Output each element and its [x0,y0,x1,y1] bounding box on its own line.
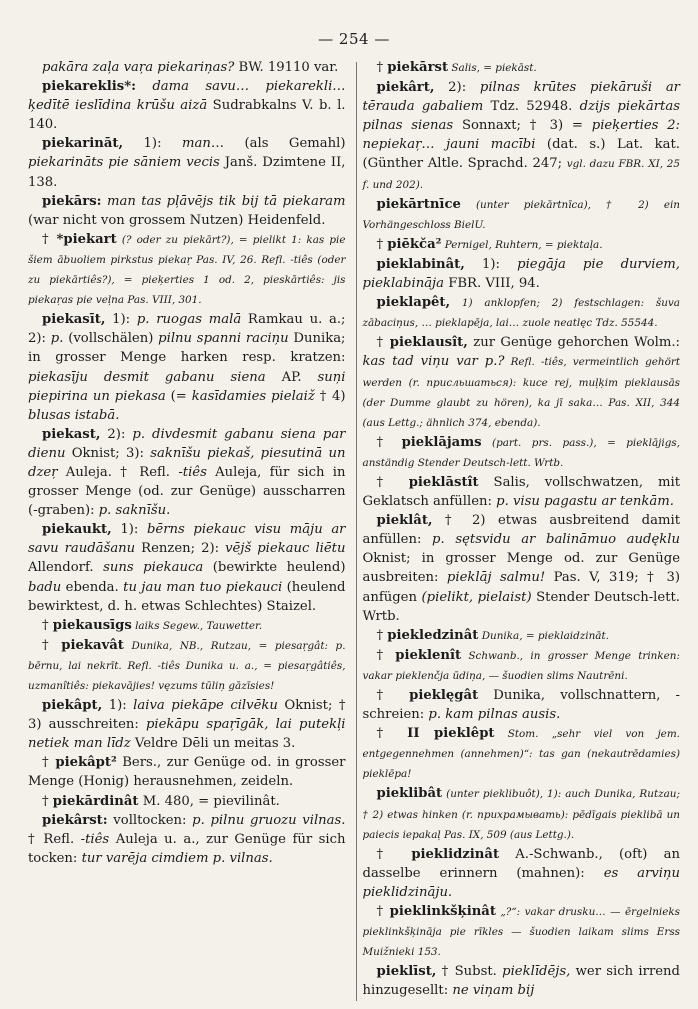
dictionary-entry [363,784,681,844]
entry-text: p. saknīšu. [98,503,171,519]
dictionary-entry [28,792,346,811]
dictionary-entry [28,310,346,425]
entry-text: dama savu… piekarekli… ķedītē ieslīdina krūšu aizā [28,79,346,114]
entry-text: † Subst. [436,964,503,980]
entry-text: † [42,637,62,653]
dictionary-entry [28,753,346,791]
entry-text: † [376,647,396,663]
dictionary-entry [363,511,681,626]
page-number: — 254 — [318,30,390,48]
entry-text: tu jau man tuo piekauci [123,579,283,595]
entry-text: zur Genüge gehorchen Wolm.: [467,335,680,351]
headword: piekârt, [376,80,435,96]
entry-text: Dunika, vollschnattern, -schreien: [362,688,680,723]
dictionary-entry [28,192,346,230]
dictionary-entry [363,433,681,473]
dictionary-entry [363,58,681,78]
entry-text: (part. prs. pass.), = pieklājigs, anständig Stender Deutsch-lett. Wrtb. [362,436,680,469]
entry-text: p. sętsvidu ar balināmuo audęklu [432,532,680,548]
entry-text: A.-Schwanb., (oft) an dasselbe erinnern (mahnen): [362,846,680,881]
entry-text: pieklīdējs, [502,964,571,980]
dictionary-entry [363,255,681,293]
headword: piekārs: [42,193,102,209]
headword: piekâpt, [42,698,103,714]
headword: piekaukt, [42,522,112,538]
entry-text: BW. 19110 var. [234,60,339,75]
entry-text: Oknist; † 3) ausschreiten: [28,698,346,733]
entry-text: † [376,335,390,351]
entry-text: -tiês [178,464,207,480]
entry-text: Dunika, NB., Rutzau, = piesaŗgât: p. bērnu, lai nekrīt. Refl. -tiês Dunika u. a., = piesaŗgâtiês, uzmanîtiês: piekavājies! vęzums tūliņ gāzīsies! [28,639,346,692]
entry-text: Oknist; 3): [65,445,151,461]
entry-text: piekarināts pie sāniem vecis [28,155,220,171]
entry-text: (dat. s.) Lat. kat. (Günther Altle. Sprachd. 247; [362,137,680,172]
headword: pieklât, [376,513,433,529]
dictionary-entry [363,195,681,235]
entry-text: Veldre Dēli un meitas 3. [130,736,296,752]
headword: piekārtnīce [376,196,461,212]
headword: piekarināt, [42,136,124,152]
entry-text: (unter pieklibuôt), 1): auch Dunika, Rutzau; † 2) etwas hinken (r. прихрамывать): pēdīgais pieklibā un paiecis iepakaļ Pas. IX, 509 (aus Lettg.). [362,788,680,841]
entry-text: Auleja u. a., zur Genüge für sich tocken: [28,831,346,866]
entry-text: † 2) etwas ausbreitend damit anfüllen: [362,513,680,548]
entry-text: † [376,726,408,742]
entry-text: Pernigel, Ruhtern, = piektaļa. [441,238,603,251]
entry-text: † [376,236,388,252]
entry-text: † [376,904,390,920]
headword: pieklājams [401,434,482,450]
entry-text: Renzen; 2): [135,541,226,557]
entry-text: man [181,136,211,152]
headword: piekast, [42,426,101,442]
entry-text: 1): [105,312,137,328]
entry-text: tur varēja cimdiem p. vilnas. [81,850,273,866]
entry-text: Salis, = piekāst. [448,62,537,74]
headword: *piekart [56,231,117,247]
headword: piekledzinât [387,627,479,643]
entry-text: Ramkau u. a.; 2): [28,312,346,347]
entry-text: Dunika; in grosser Menge harken resp. kratzen: [28,331,346,366]
entry-text: Salis, vollschwatzen, mit Geklatsch anfüllen: [362,474,680,510]
headword: piekārst [387,60,449,75]
headword: pieklenît [395,647,462,663]
entry-text: † [42,755,56,771]
dictionary-entry [28,636,346,696]
entry-text: pilnas krūtes piekāruši ar tērauda gabaliem [362,80,680,115]
entry-text: (war nicht von grossem Nutzen) Heidenfeld. [28,212,326,228]
entry-text: … (als Gemahl) [210,136,346,152]
headword: pieklinkšķinât [389,904,496,920]
headword: pieklapêt, [376,295,451,311]
entry-text: pieklāj salmu! [446,570,546,586]
entry-text: Pas. V, 319; † 3) anfügen [362,570,680,605]
entry-text: † [376,688,410,703]
dictionary-entry [363,686,681,724]
entry-text: saknīšu piekaš, piesutinā un dzeŗ [28,445,346,480]
dictionary-entry [28,77,346,134]
entry-text: pieķerties 2: nepiekaŗ… jauni macībi [362,118,680,153]
right-column [363,58,681,1001]
entry-text: ne viņam bij [452,983,535,999]
column-divider [356,62,357,1001]
dictionary-entry [363,646,681,686]
entry-text: piekāpu spaŗīgāk, lai putekļi netiek man līdz [28,717,346,752]
entry-text: dzijs piekārtas pilnas sienas [362,99,680,134]
entry-text: p. ruogas malā [136,312,242,328]
dictionary-entry [363,626,681,646]
entry-text: (? oder zu piekārt?), = pielikt 1: kas pie šiem ābuoliem pirkstus piekaŗ Pas. IV, 26. Refl. -tiês (oder zu piekārtiês?), = pieķerties 1 od. 2, pieskārtiês: jis piekaŗas pie veļna Pas. VIII, 301. [28,233,346,307]
dictionary-entry [363,78,681,195]
entry-text: (vollschälen) [63,331,159,347]
entry-text: † [42,231,57,247]
entry-text: 1): [111,522,147,538]
entry-text: Refl. -tiês, vermeintlich gehört werden (r. присльшаться): kuce rej, muļķim pieklausās (der Dumme glaubt zu hören), ka jī saka… Pas. XII, 344 (aus Lettg.; ähnlich 374, ebenda). [362,356,680,429]
entry-text: badu [28,579,62,595]
headword: piekavât [61,637,124,653]
entry-text: (pielikt, pielaist) [421,589,532,605]
headword: piekârst: [42,812,108,828]
entry-text: man tas pļāvējs tik bij tā piekaram [101,193,346,209]
entry-text: es arviņu pieklidzināju. [362,865,681,900]
entry-text: 1): [102,698,134,714]
entry-text: Bers., zur Genüge od. in grosser Menge (Honig) herausnehmen, zeideln. [28,755,346,790]
entry-text: p. visu pagastu ar tenkām. [496,494,674,510]
entry-text: 2): [100,426,133,442]
dictionary-entry [363,235,681,255]
entry-text: † [42,793,53,809]
entry-text: piegāja pie durviem, pieklabināja [362,256,680,292]
columns [28,58,680,1001]
entry-text: laiks Segew., Tauwetter. [131,619,263,632]
entry-text: Dunika, = pieklaidzināt. [478,629,609,642]
entry-text: ebenda. [61,579,124,595]
dictionary-entry [28,811,346,868]
entry-text: p. pilnu gruozu vilnas. [192,812,346,828]
entry-text: † [376,846,412,862]
headword: pieklidzinât [411,846,500,862]
entry-text: kasīdamies pielaiž [191,388,315,404]
entry-text: Auleja. † Refl. [57,464,179,480]
headword: pieklausît, [389,335,468,351]
entry-text: p. [50,331,64,347]
dictionary-entry [28,696,346,753]
entry-text: Allendorf. [28,560,104,576]
dictionary-entry [363,845,681,902]
dictionary-entry [28,230,346,310]
entry-text: Stender Deutsch-lett. Wrtb. [362,589,680,624]
entry-text: 1): [464,256,518,272]
dictionary-entry [363,293,681,333]
entry-text: volltocken: [107,812,193,828]
entry-text: M. 480, = pievilinât. [138,793,280,809]
headword: piekâpt² [55,755,117,771]
dictionary-entry [363,902,681,962]
dictionary-entry [28,58,346,77]
dictionary-entry [28,520,346,615]
entry-text: vējš piekauc liētu [225,541,346,557]
entry-text: 1): [123,136,182,152]
entry-text: † [376,434,402,450]
entry-text: (unter piekārtnīca), † 2) ein Vorhängeschloss BielU. [362,198,680,231]
entry-text: 1) anklopfen; 2) festschlagen: šuva zābaciņus, … pieklapēja, lai… zuole neatlęc Tdz. 55544. [362,297,680,330]
entry-text: piekasīju desmit gabanu siena [28,369,266,385]
entry-text: Oknist; in grosser Menge od. zur Genüge ausbreiten: [362,551,680,586]
entry-text: blusas istabā. [28,407,120,423]
headword: pieklabinât, [376,256,465,272]
entry-text: bērns piekauc visu māju ar savu raudāšanu [28,522,346,557]
entry-text: AP. [265,369,318,385]
entry-text: suns piekauca [103,560,204,576]
entry-text: Tdz. 52948. [483,99,580,115]
entry-text: (heulend bewirktest, d. h. etwas Schlechtes) Staizel. [28,579,346,614]
headword: piekausīgs [52,617,132,633]
headword: piēkča² [387,236,442,252]
entry-text: pilnu spanni raciņu [158,331,289,347]
entry-text: wer sich irrend hinzugesellt: [362,964,680,999]
entry-text: Schwanb., in grosser Menge trinken: vakar pieklenčja ūdiņa, — šuodien slims Nautrēni. [362,649,680,682]
entry-text: Janš. Dzimtene II, 138. [28,155,346,190]
entry-text: p. divdesmit gabanu siena par dienu [28,426,346,461]
entry-text: † [376,627,388,643]
entry-text: -tiês [80,831,110,847]
entry-text: laiva piekāpe cilvēku [133,698,278,714]
entry-text: † [376,474,409,490]
dictionary-entry [363,333,681,432]
entry-text: † [42,617,53,633]
entry-text: vgl. dazu FBR. XI, 25 f. und 202). [362,158,681,191]
entry-text: pakāra zaļa vaŗa piekariņas? [42,60,235,75]
headword: piekasīt, [42,312,106,328]
dictionary-entry [28,425,346,520]
headword: pieklęgât [409,688,479,703]
headword: pieklāstît [408,474,479,490]
entry-text: 2): [434,80,480,96]
entry-text: † Refl. [28,831,81,847]
dictionary-entry [363,473,681,511]
dictionary-entry [28,134,346,191]
headword: piekārdinât [52,793,139,809]
entry-text: p. kam pilnas ausis. [428,707,561,723]
headword: pieklibât [376,786,443,802]
headword: pieklīst, [376,964,437,980]
headword: II pieklêpt [407,726,495,742]
entry-text: suņi piepirina un piekasa [28,369,346,404]
entry-text: FBR. VIII, 94. [444,276,540,292]
entry-text: † [376,60,388,75]
entry-text: kas tad viņu var p.? [362,354,505,370]
dictionary-entry [28,616,346,636]
entry-text: (= [165,388,192,404]
entry-text: † 4) [314,388,346,404]
entry-text: Stom. „sehr viel von jem. entgegennehmen (annehmen)“: tas gan (nekautrēdamies) pieklēpa! [362,728,680,781]
entry-text: Auleja, für sich in grosser Menge (od. zur Genüge) ausscharren (-graben): [28,464,346,519]
entry-text: (bewirkte heulend) [203,560,346,576]
headword: piekareklis*: [42,79,136,95]
entry-text: „?“: vakar drusku… — ērgelnieks pieklinkšķināja pie rīkles — šuodien laikam slims Erss Muižnieki 153. [362,906,681,959]
left-column [28,58,350,1001]
entry-text: Sudrabkalns V. b. l. 140. [28,98,346,133]
entry-text: Sonnaxt; † 3) = [453,118,592,134]
dictionary-entry [363,724,681,784]
dictionary-entry [363,962,681,1000]
